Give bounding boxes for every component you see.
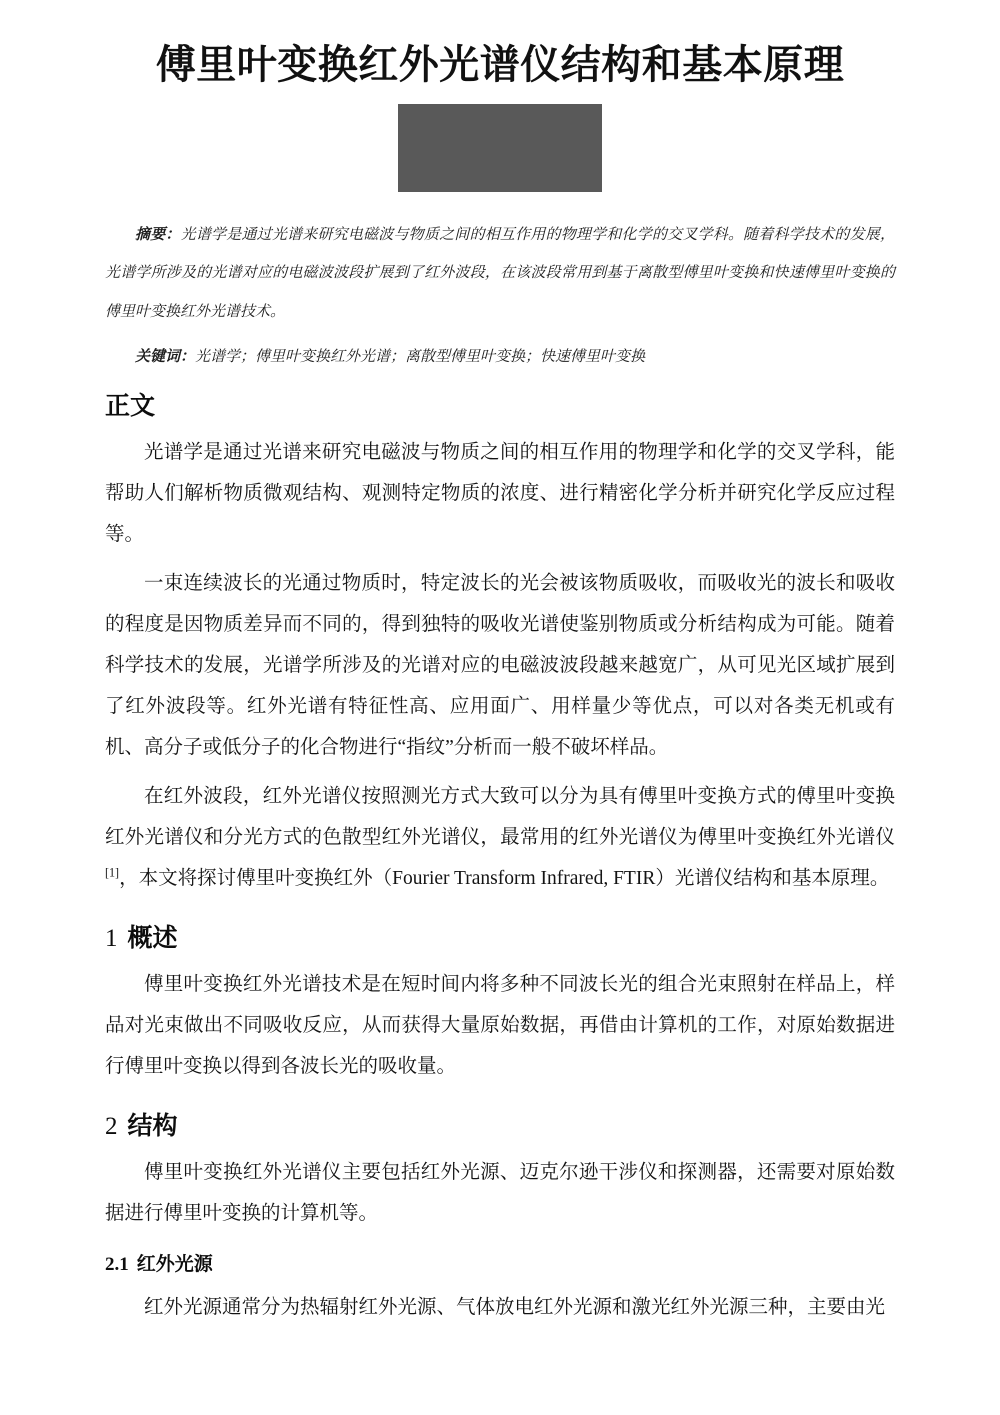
section-number-2: 2 — [105, 1112, 118, 1140]
main-body-heading: 正文 — [105, 391, 156, 420]
body-paragraph-3 — [105, 777, 895, 900]
abstract-text: 光谱学是通过光谱来研究电磁波与物质之间的相互作用的物理学和化学的交叉学科。随着科学技术的发展，光谱学所涉及的光谱对应的电磁波波段扩展到了红外波段，在该波段常用到基于离散型傅里叶变换和快速傅里叶变换的傅里叶变换红外光谱技术。 — [105, 227, 895, 320]
section-heading-2 — [105, 1108, 895, 1146]
section-heading-1 — [105, 920, 895, 958]
citation-marker[interactable]: [1] — [105, 865, 120, 880]
subsection-2-1-paragraph: 红外光源通常分为热辐射红外光源、气体放电红外光源和激光红外光源三种，主要由光 — [144, 1296, 886, 1318]
subsection-title-2-1: 红外光源 — [136, 1254, 213, 1276]
abstract-paragraph — [105, 216, 895, 331]
subsection-heading-2-1 — [105, 1251, 895, 1280]
redacted-author-block — [398, 104, 602, 192]
body-paragraph-1: 光谱学是通过光谱来研究电磁波与物质之间的相互作用的物理学和化学的交叉学科，能帮助人们解析物质微观结构、观测特定物质的浓度、进行精密化学分析并研究化学反应过程等。 — [105, 442, 895, 546]
abstract-label: 摘要： — [135, 227, 181, 243]
page-title: 傅里叶变换红外光谱仪结构和基本原理 — [155, 42, 845, 87]
citation-para-after-1: ，本文将探讨傅里叶变换红外（ — [119, 867, 393, 889]
keywords-label: 关键词： — [135, 348, 196, 365]
section-1-paragraph: 傅里叶变换红外光谱技术是在短时间内将多种不同波长光的组合光束照射在样品上，样品对光束做出不同吸收反应，从而获得大量原始数据，再借由计算机的工作，对原始数据进行傅里叶变换以得到各波长光的吸收量。 — [105, 974, 895, 1077]
keywords-paragraph — [105, 341, 895, 374]
abstract-section — [105, 216, 895, 374]
keywords-text: 光谱学；傅里叶变换红外光谱；离散型傅里叶变换；快速傅里叶变换 — [195, 348, 646, 365]
section-2-paragraph: 傅里叶变换红外光谱仪主要包括红外光源、迈克尔逊干涉仪和探测器，还需要对原始数据进行傅里叶变换的计算机等。 — [105, 1162, 895, 1225]
citation-para-before: 在红外波段，红外光谱仪按照测光方式大致可以分为具有傅里叶变换方式的傅里叶变换红外光谱仪和分光方式的色散型红外光谱仪，最常用的红外光谱仪为傅里叶变换红外光谱仪 — [105, 785, 895, 848]
section-number-1: 1 — [105, 924, 118, 952]
section-title-2: 结构 — [127, 1111, 178, 1140]
ftir-latin-term: Fourier Transform Infrared, FTIR — [392, 867, 656, 889]
subsection-number-2-1: 2.1 — [105, 1254, 129, 1276]
citation-para-after-2: ）光谱仪结构和基本原理。 — [655, 867, 890, 889]
body-paragraph-2: 一束连续波长的光通过物质时，特定波长的光会被该物质吸收，而吸收光的波长和吸收的程度是因物质差异而不同的，得到独特的吸收光谱使鉴别物质或分析结构成为可能。随着科学技术的发展，光谱学所涉及的光谱对应的电磁波波段越来越宽广，从可见光区域扩展到了红外波段等。红外光谱有特征性高、应用面广、用样量少等优点，可以对各类无机或有机、高分子或低分子的化合物进行“指纹”分析而一般不破坏样品。 — [105, 573, 895, 758]
section-title-1: 概述 — [127, 923, 178, 952]
